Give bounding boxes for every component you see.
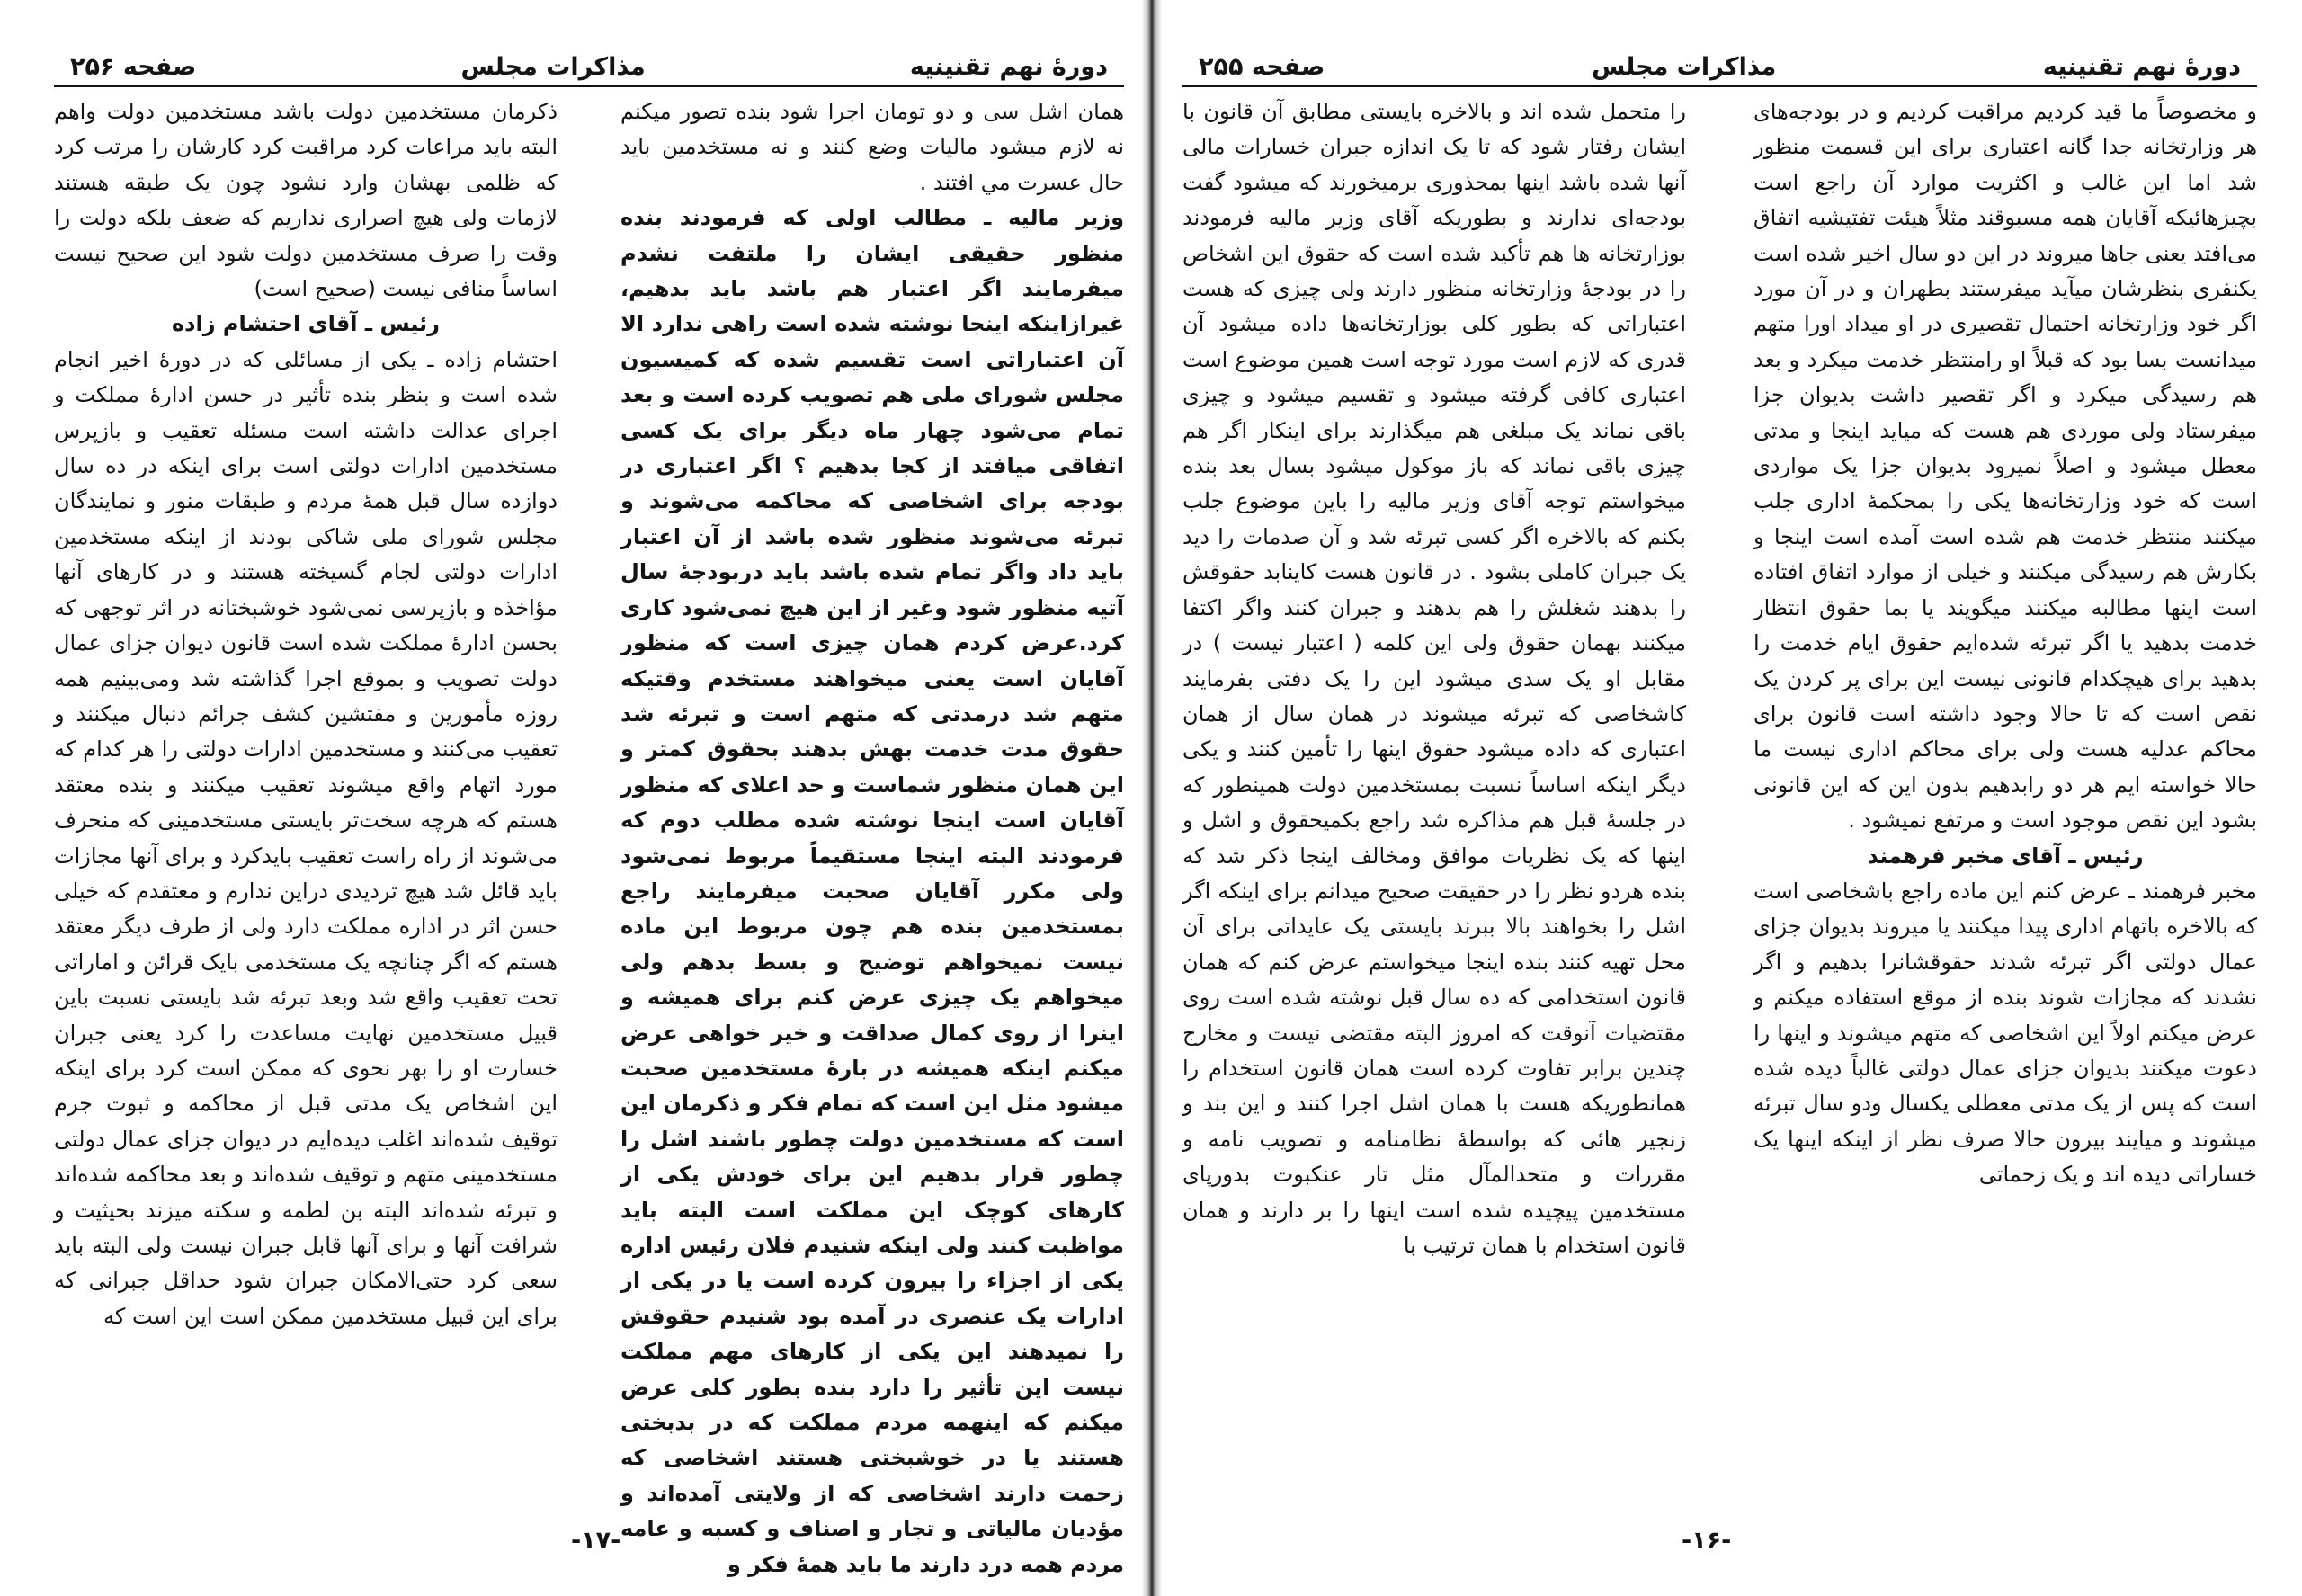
body-paragraph: ذکرمان مستخدمین دولت باشد مستخدمین دولت واهم البته باید مراعات کرد مراقبت کرد کارشان را مرتب کرد که ظلمی بهشان وارد نشود چون یک طبقه هستند لازمات ولی هیچ اصراری نداریم که ضعف بلکه دولت را وقت را صرف مستخدمین دولت شود این صحیح نیست اساساً منافی نیست (صحیح است) [54,99,558,302]
speaker-paragraph: احتشام زاده ـ یکی از مسائلی که در دورهٔ اخیر انجام شده است و بنظر بنده تأثیر در حسن ادارهٔ مملکت و اجرای عدالت داشته است مسئله تعقیب و بازپرس مستخدمین ادارات دولتی است برای اینکه در ده سال دوازده سال قبل همهٔ مردم و طبقات منور و نمایندگان مجلس شورای ملی شاکی بودند از اینکه مستخدمین ادارات دولتی لجام گسیخته هستند و در کارهای آنها مؤاخذه و بازپرسی نمی‌شود خوشبختانه در اثر توجهی که بحسن ادارهٔ مملکت شده است قانون دیوان جزای عمال دولت تصویب و بموقع اجرا گذاشته شد ومی‌بینیم همه روزه مأمورین و مفتشین کشف جرائم دنبال میکنند و تعقیب می‌کنند و مستخدمین ادارات دولتی را هر کدام که مورد اتهام واقع میشوند تعقیب میکنند و بنده معتقد هستم که هرچه سخت‌تر بایستی مستخدمینی که منحرف می‌شوند از راه راست تعقیب بایدکرد و برای آنها مجازات باید قائل شد هیچ تردیدی دراین ندارم و معتقدم که خیلی حسن اثر در اداره مملکت دارد ولی از طرف دیگر معتقد هستم که اگر چنانچه یک مستخدمی بایک قرائن و اماراتی تحت تعقیب واقع شد وبعد تبرئه شد بایستی نسبت باین قبیل مستخدمین نهایت مساعدت را کرد یعنی جبران خسارت او را بهر نحوی که ممکن است کرد برای اینکه این اشخاص یک مدتی قبل از محاکمه و ثبوت جرم توقیف شده‌اند اغلب دیده‌ایم در دیوان جزای عمال دولتی مستخدمینی متهم و توقیف شده‌اند و بعد محاکمه شده‌اند و تبرئه شده‌اند البته بن لطمه و سکته میزند بحیثیت و شرافت آنها و برای آنها قابل جبران نیست ولی البته باید سعی کرد حتی‌الامکان جبران شود حداقل جبرانی که برای این قبیل مستخدمین ممکن است این است که [54,346,558,1329]
right-page [1182,0,2257,1596]
speaker-heading: رئیس ـ آقای احتشام زاده [172,311,440,337]
right-page-header [1182,36,2257,81]
left-page-left-column [54,94,558,1497]
right-page-header-rule [1182,85,2257,87]
body-paragraph: را متحمل شده اند و بالاخره بایستی مطابق آن قانون با ایشان رفتار شود که تا یک اندازه جبران خسارات مالی آنها شده باشد اینها بمحذوری برمیخورند که میشود گفت بودجه‌ای ندارند و بطوریکه آقای وزیر مالیه فرمودند بوزارتخانه ها هم تأکید شده است که حقوق این اشخاص را در بودجهٔ وزارتخانه منظور دارند ولی چیزی که هست اعتباراتی که بطور کلی بوزارتخانه‌ها داده میشود آن قدری که لازم است مورد توجه است همین موضوع است اعتباری کافی گرفته میشود و تقسیم میشود و چیزی باقی نماند یک مبلغی هم میگذارند برای اینکار اگر هم چیزی باقی نماند که باز موکول میشود بسال بعد بنده میخواستم توجه آقای وزیر مالیه را باین موضوع جلب بکنم که بالاخره اگر کسی تبرئه شد و آن صدمات را دید یک جبران کاملی بشود . در قانون هست کاینابد حقوقش را بدهند شغلش را هم بدهند و جبران کنند واگر اکتفا میکنند بهمان حقوق ولی این کلمه ( اعتبار نیست ) در مقابل او یک سدی میشود این را یک دفتی بفرمایند کاشخاصی که تبرئه میشوند در همان سال از همان اعتباری که داده میشود حقوق اینها را تأمین کنند و یکی دیگر اینکه اساساً نسبت بمستخدمین دولت همینطور که در جلسهٔ قبل هم مذاکره شد راجع بکمیحقوق و اشل و اینها که یک نظریات موافق ومخالف اینجا ذکر شد که بنده هردو نظر را در حقیقت صحیح میدانم برای اینکه اگر اشل را بخواهند بالا ببرند بایستی یک عایداتی برای آن محل تهیه کنند بنده اینجا میخواستم عرض کنم که همان قانون استخدامی که ده سال قبل نوشته شده است روی مقتضیات آنوقت که امروز البته مقتضی نیست و مخارج چندین برابر تفاوت کرده است همان قانون استخدام را همانطوریکه هست با همان اشل اجرا کنند و این بند و زنجیر هائی که بواسطهٔ نظامنامه و تصویب نامه و مقررات و متحدالمآل مثل تار عنکبوت بدورپای مستخدمین پیچیده شده است اینها را بر دارند و همان قانون استخدام با همان ترتیب با [1182,99,1686,1258]
body-paragraph: و مخصوصاً ما قید کردیم مراقبت کردیم و در بودجه‌های هر وزارتخانه جدا گانه اعتباری برای این قسمت منظور شد اما این غالب و اکثریت موارد آن راجع است بچیزهائیکه آقایان همه مسبوقند مثلاً هیئت تفتیشیه اتفاق می‌افتد یعنی جاها میروند در این دو سال اخیر شده است یکنفری بنظرشان میآید میفرستند بطهران و در آن مورد اگر خود وزارتخانه احتمال تقصیری در او میداد اورا متهم میدانست بسا بود که قبلاً او رامنتظر خدمت میکرد و بعد هم رسیدگی میکرد و اگر تقصیر داشت بدیوان جزا میفرستاد ولی مورد‌ی هم هست که میاید اینجا و مدتی معطل میشود و اصلاً نمیرود بدیوان جزا یک مواردی است که خود وزارتخانه‌ها یکی را بمحکمهٔ اداری جلب میکنند منتظر خدمت هم شده است آمده است اینجا و بکارش هم رسیدگی میکنند و خیلی از موارد اتفاق افتاده است اینها مطالبه میکنند میگویند یا بما حقوق انتظار خدمت بدهید یا اگر تبرئه شده‌ایم حقوق ایام خدمت را بدهید برای هیچکدام قانونی نیست این برای پر کردن یک نقص است که تا حالا وجود داشته است قانون برای محاکم عدلیه هست ولی برای محاکم اداری نیست ما حالا خواسته ایم هر دو رابدهیم بدون این که این قانونی بشود این نقص موجود است و مرتفع نمیشود . [1753,99,2257,834]
speaker-paragraph: مخبر فرهمند ـ عرض کنم این ماده راجع باشخاصی است که بالاخره باتهام اداری پیدا میکنند یا میروند بدیوان جزای عمال دولتی اگر تبرئه شدند حقوقشانرا بدهیم و اگر نشدند که مجازات شوند بنده از موقع استفاده میکنم و عرض میکنم اولاً این اشخاصی که متهم میشوند و اینها را دعوت میکنند بدیوان جزای عمال دولتی غالباً دیده شده است که پس از یک مدتی معطلی یکسال ودو سال تبرئه میشوند و میایند بیرون حالا صرف نظر از اینکه اینها یک خساراتی دیده اند و یک زحماتی [1753,878,2257,1188]
right-page-series: دورهٔ نهم تقنینیه [2042,53,2241,81]
right-page-folio: -۱۶- [1682,1527,1732,1555]
left-page-right-column [620,94,1124,1577]
left-page-folio: -۱۷- [571,1527,621,1555]
right-page-running-title: مذاکرات مجلس [1591,53,1777,81]
right-page-number-label: صفحه ۲۵۵ [1199,53,1325,81]
left-page-series: دورهٔ نهم تقنینیه [909,53,1108,81]
left-page-header-rule [54,85,1124,87]
right-page-right-column [1753,94,2257,1497]
left-page [54,0,1124,1596]
left-page-running-title: مذاکرات مجلس [460,53,646,81]
book-gutter [1142,0,1162,1596]
speaker-heading: رئیس ـ آقای مخبر فرهمند [1867,843,2144,869]
right-page-left-column [1182,94,1686,1497]
body-paragraph: همان اشل سی و دو تومان اجرا شود بنده تصور میکنم نه لازم میشود ماليات وضع كنند و نه مستخدمين بايد حال عسرت مي افتند . [620,99,1124,195]
speaker-paragraph: وزير ماليه ـ مطالب اولی که فرمودند بنده منظور حقیقی ایشان را ملتفت نشدم میفرمایند اگر اعتبار هم باشد باید بدهیم، غیرازاینکه اینجا نوشته شده است راهی ندارد الا آن اعتباراتی است تقسیم شده که کمیسیون مجلس شورای ملی هم تصویب کرده است و بعد تمام می‌شود چهار ماه دیگر برای یک کسی اتفاقی میافتد از کجا بدهیم ؟ اگر اعتباری در بودجه برای اشخاصی که محاکمه می‌شوند و تبرئه می‌شوند منظور شده باشد از آن اعتبار باید داد واگر تمام شده باشد باید دربودجهٔ سال آتیه منظور شود وغیر از این هیچ نمی‌شود کاری کرد.عرض کردم همان چیزی است که منظور آقایان است یعنی میخواهند مستخدم وقتیکه متهم شد درمدتی که متهم است و تبرئه شد حقوق مدت خدمت بهش بدهند بحقوق کمتر و این همان منظور شماست و حد اعلای که منظور آقایان است اینجا نوشته شده مطلب دوم که فرمودند البته اینجا مستقیماً مربوط نمی‌شود ولی مکرر آقایان صحبت میفرمایند راجع بمستخدمین بنده هم چون مربوط این ماده نیست نمیخواهم توضیح و بسط بدهم ولی میخواهم یک چیزی عرض کنم برای همیشه و اینرا از روی کمال صداقت و خیر خواهی عرض میکنم اینکه همیشه در بارهٔ مستخدمین صحبت میشود مثل این است که تمام فکر و ذکرمان این است که مستخدمین دولت چطور باشند اشل را چطور قرار بدهیم این برای خودش یکی از کارهای کوچک این مملکت است البته باید مواظبت کنند ولی اینکه شنیدم فلان رئیس اداره یکی از اجزاء را بیرون کرده است یا در یکی از ادارات یک عنصری در آمده بود شنیدم حقوقش را نمیدهند این یکی از کارهای مهم مملکت نیست این تأثیر را دارد بنده بطور کلی عرض میکنم که اینهمه مردم مملکت که در بدبختی هستند یا در خوشبختی هستند اشخاصی که زحمت دارند اشخاصی که از ولایتی آمده‌اند و مؤدیان مالیاتی و تجار و اصناف و کسبه و عامه مردم همه درد دارند ما باید همهٔ فکر و [620,205,1124,1577]
left-page-header [54,36,1124,81]
left-page-number-label: صفحه ۲۵۶ [70,53,197,81]
